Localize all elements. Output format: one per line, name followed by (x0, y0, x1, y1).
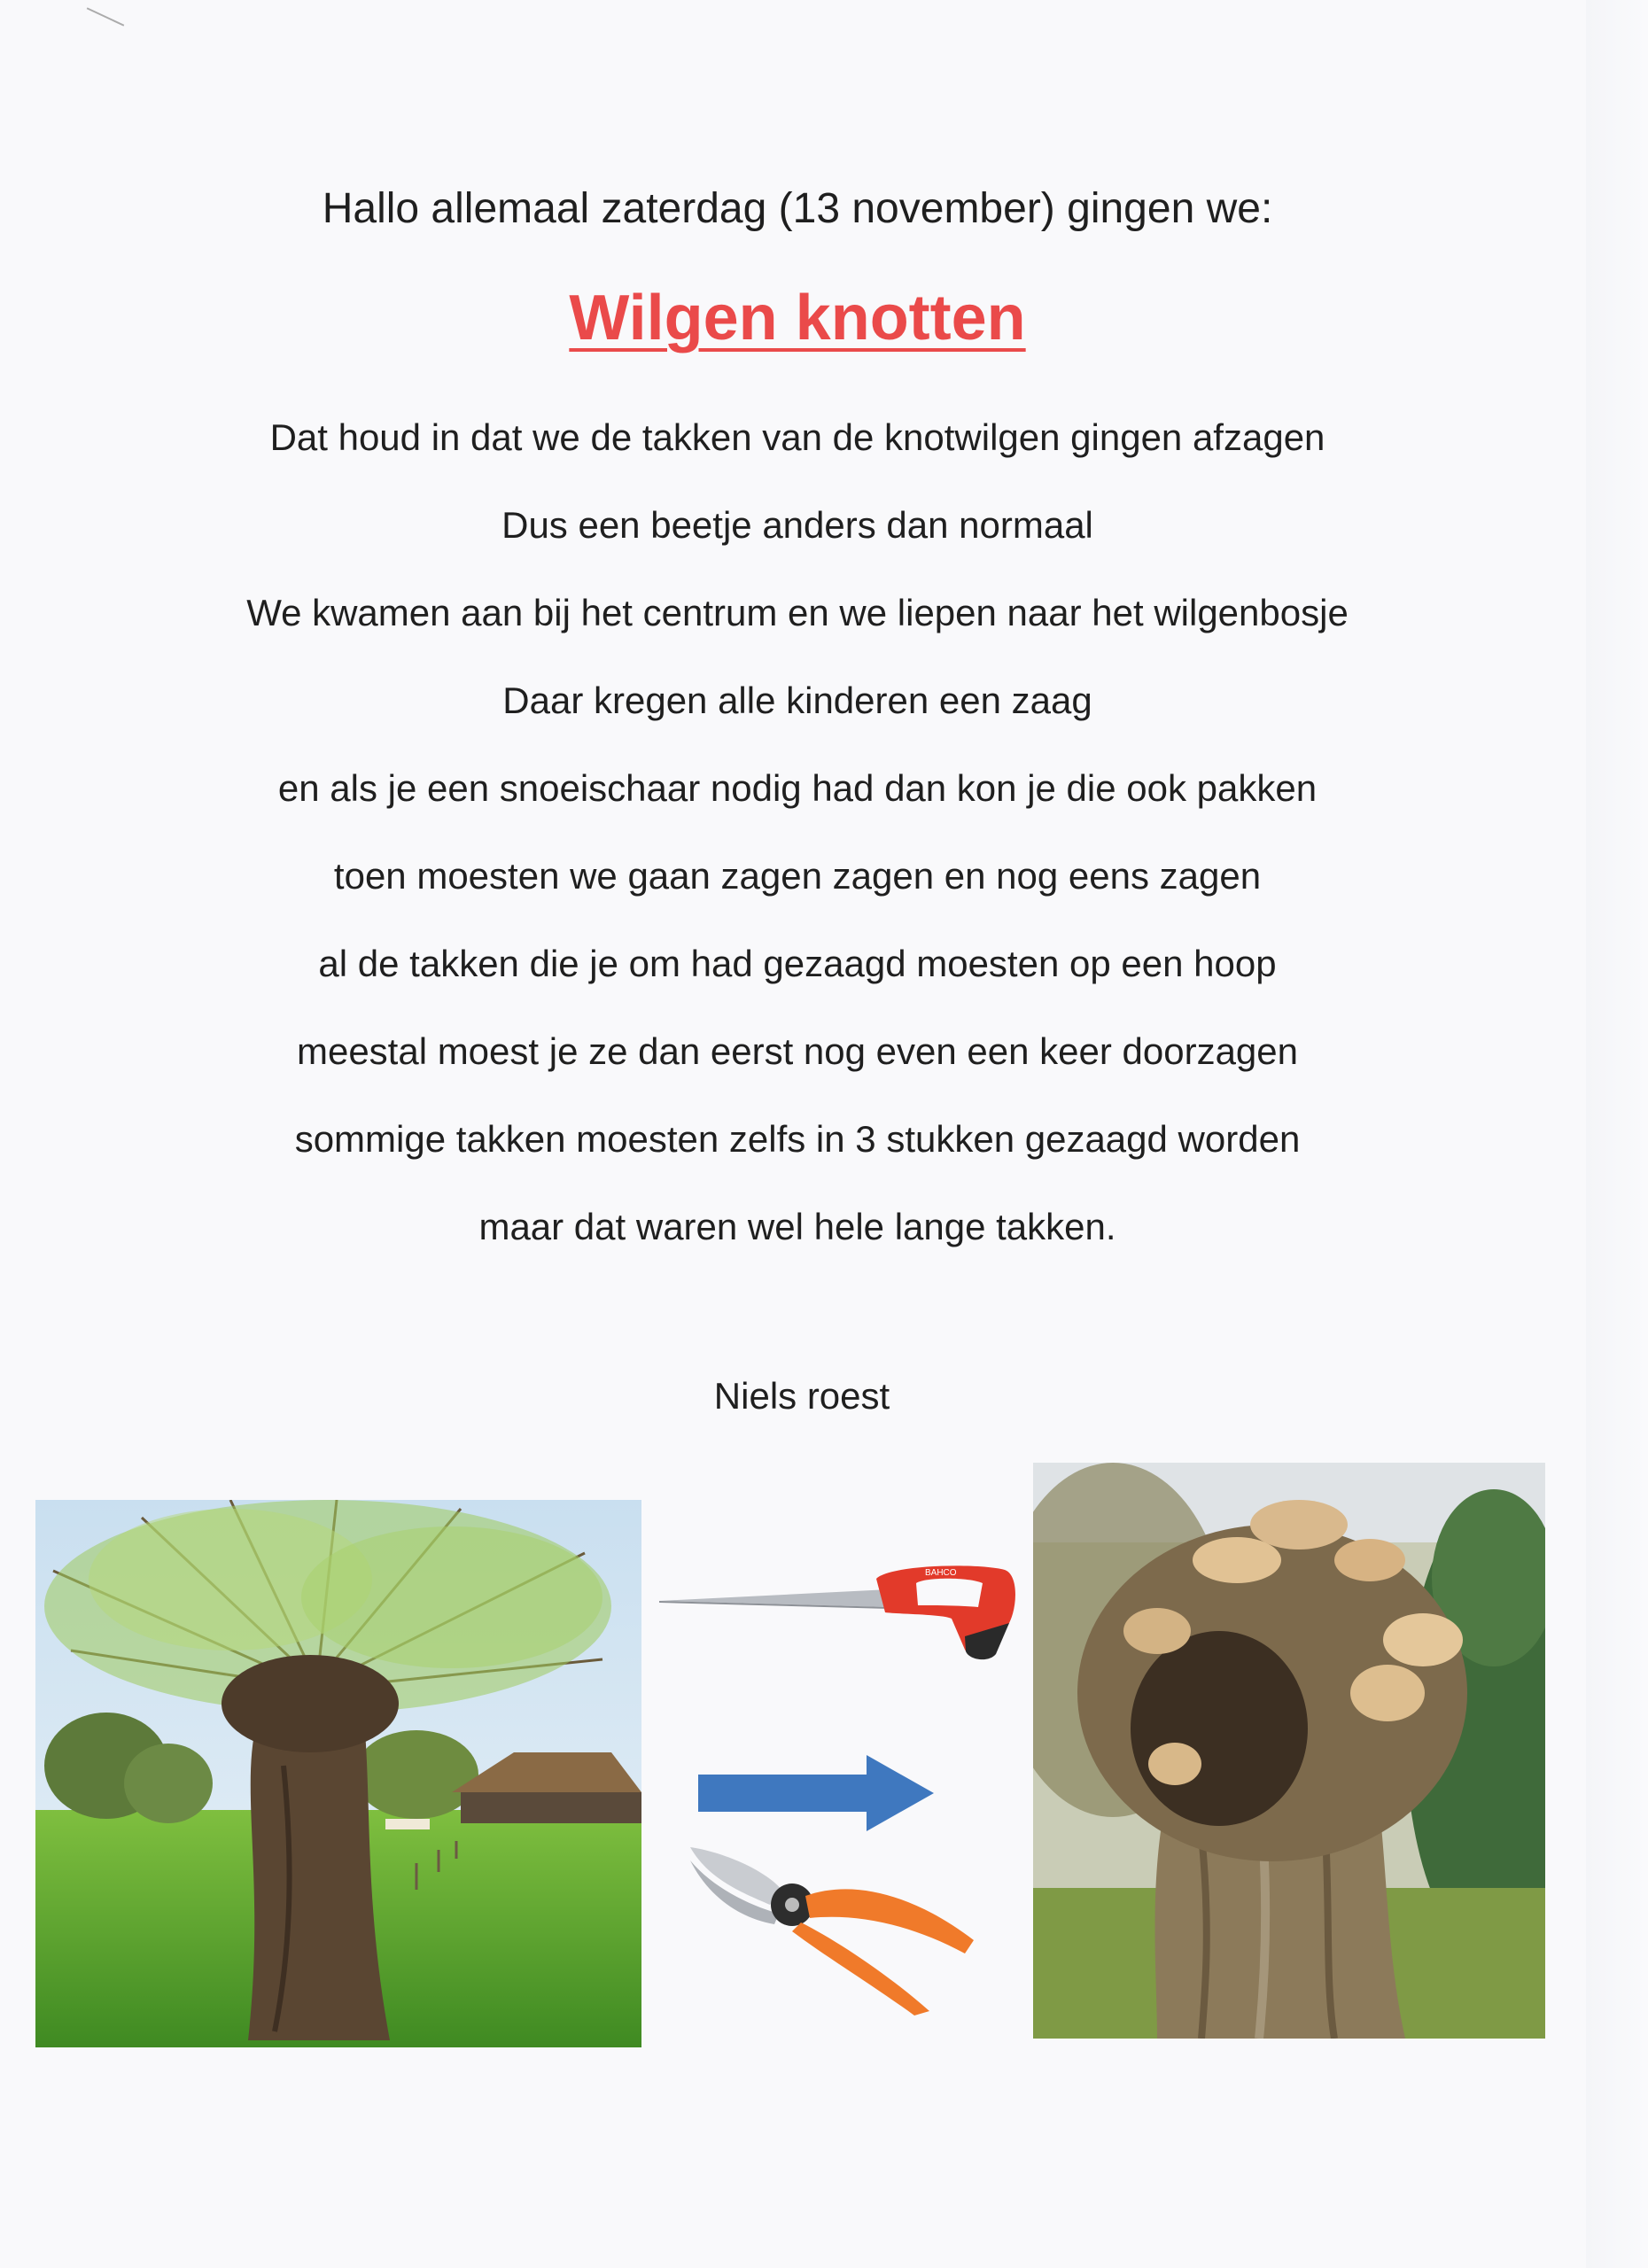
page-title: Wilgen knotten (569, 283, 1026, 353)
story-line: maar dat waren wel hele lange takken. (478, 1206, 1116, 1247)
story-line: Dat houd in dat we de takken van de knotwilgen gingen afzagen (269, 416, 1325, 458)
intro-line: Hallo allemaal zaterdag (13 november) gingen we: (322, 185, 1273, 232)
story-line: toen moesten we gaan zagen zagen en nog eens zagen (333, 855, 1262, 897)
story-line: sommige takken moesten zelfs in 3 stukken gezaagd worden (294, 1118, 1301, 1160)
story-line: Daar kregen alle kinderen een zaag (502, 680, 1092, 721)
story-line: Dus een beetje anders dan normaal (501, 504, 1093, 546)
pruning-shears-icon (686, 1843, 976, 2016)
story-text (0, 409, 1595, 1286)
story-line: en als je een snoeischaar nodig had dan kon je die ook pakken (277, 767, 1318, 809)
story-line: meestal moest je ze dan eerst nog even een keer doorzagen (296, 1030, 1299, 1072)
right-arrow-icon (698, 1755, 934, 1831)
pollarded-willow-stump-photo (1033, 1463, 1545, 2039)
story-line: al de takken die je om had gezaagd moesten op een hoop (318, 943, 1277, 984)
svg-text:BAHCO: BAHCO (925, 1568, 957, 1578)
pollard-willow-photo (35, 1500, 641, 2047)
author-name: Niels roest (713, 1375, 890, 1417)
saw-icon (659, 1552, 1022, 1667)
page-edge (1586, 0, 1648, 2268)
story-line: We kwamen aan bij het centrum en we liepen naar het wilgenbosje (246, 592, 1349, 633)
